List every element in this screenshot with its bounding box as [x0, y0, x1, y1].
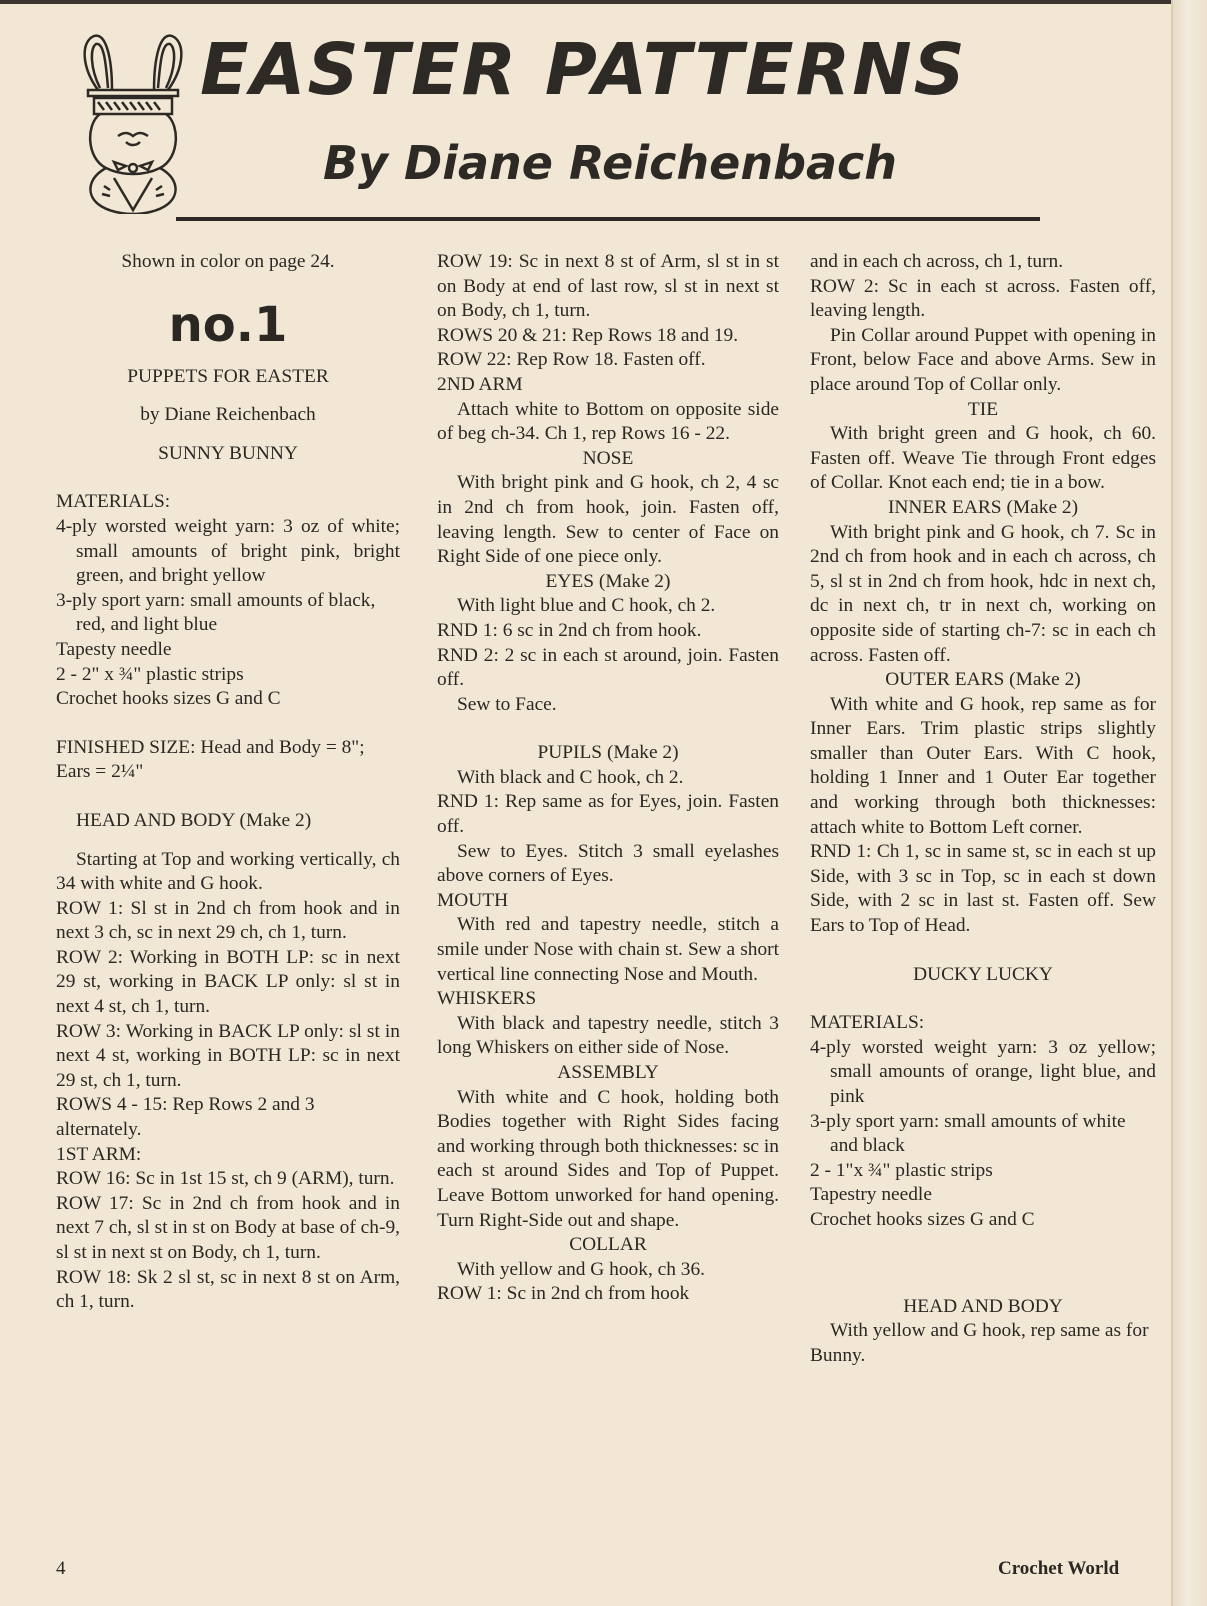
column-1 [56, 250, 400, 1315]
instruction-paragraph: With bright green and G hook, ch 60. Fasten off. Weave Tie through Front edges of Collar. Knot each end; tie in a bow. [810, 423, 1156, 494]
section-heading: EYES (Make 2) [545, 570, 671, 592]
material-item: 3-ply sport yarn: small amounts of white and black [810, 1110, 1126, 1157]
material-item: 4-ply worsted weight yarn: 3 oz yellow; small amounts of orange, light blue, and pink [810, 1036, 1156, 1107]
project-author: by Diane Reichenbach [140, 404, 316, 426]
title-rule [176, 217, 1040, 221]
section-heading: ASSEMBLY [557, 1062, 659, 1083]
row-instruction: ROW 2: Sc in each st across. Fasten off, leaving length. [810, 275, 1156, 322]
pattern-name: SUNNY BUNNY [158, 442, 298, 464]
section-heading: HEAD AND BODY [903, 1295, 1063, 1317]
instruction-paragraph: With light blue and C hook, ch 2. [457, 595, 716, 617]
material-item: Crochet hooks sizes G and C [810, 1208, 1035, 1230]
instruction-paragraph: With red and tapestry needle, stitch a smile under Nose with chain st. Sew a short vertical line connecting Nose and Mouth. [437, 914, 779, 985]
row-instruction: ROWS 20 & 21: Rep Rows 18 and 19. [437, 324, 739, 346]
instruction-paragraph: With bright pink and G hook, ch 7. Sc in 2nd ch from hook and in each ch across, ch 5, sl st in 2nd ch from hook, hdc in next ch, dc in next ch, tr in next ch, working on opposite side of starting ch-7: sc in each ch across. Fasten off. [810, 521, 1156, 666]
row-instruction: ROW 3: Working in BACK LP only: sl st in next 4 st, working in BOTH LP: sc in next 29 st, ch 1, turn. [56, 1020, 400, 1091]
row-instruction: ROW 18: Sk 2 sl st, sc in next 8 st on Arm, ch 1, turn. [56, 1266, 400, 1313]
column-2 [437, 250, 779, 1307]
pattern-number: no.1 [168, 296, 288, 353]
instruction-paragraph: With yellow and G hook, ch 36. [457, 1258, 706, 1280]
material-item: 3-ply sport yarn: small amounts of black, red, and light blue [56, 589, 376, 636]
instruction-paragraph: Sew to Eyes. Stitch 3 small eyelashes above corners of Eyes. [437, 840, 779, 887]
row-instruction: and in each ch across, ch 1, turn. [810, 251, 1064, 272]
row-instruction: ROWS 4 - 15: Rep Rows 2 and 3 alternately. [56, 1094, 315, 1141]
material-item: Tapesty needle [56, 638, 172, 660]
section-heading: HEAD AND BODY (Make 2) [76, 809, 312, 831]
row-instruction: ROW 16: Sc in 1st 15 st, ch 9 (ARM), turn. [56, 1168, 395, 1190]
row-instruction: 1ST ARM: [56, 1143, 142, 1165]
instruction-paragraph: With bright pink and G hook, ch 2, 4 sc in 2nd ch from hook, join. Fasten off, leaving length. Sew to center of Face on Right Side of one piece only. [437, 472, 779, 568]
page-edge [1171, 0, 1207, 1606]
instruction-paragraph: With white and C hook, holding both Bodies together with Right Sides facing and working through both thicknesses: sc in each st around Sides and Top of Puppet. Leave Bottom unworked for hand opening. Turn Right-Side out and shape. [437, 1086, 779, 1231]
row-instruction: RND 1: Ch 1, sc in same st, sc in each st up Side, with 3 sc in Top, sc in each st down Side, with 2 sc in last st. Fasten off. Sew Ears to Top of Head. [810, 841, 1156, 937]
instruction-paragraph: With black and tapestry needle, stitch 3 long Whiskers on either side of Nose. [437, 1012, 779, 1059]
materials-heading: MATERIALS: [810, 1012, 925, 1034]
finished-size: FINISHED SIZE: Head and Body = 8"; Ears = 2¼" [56, 736, 365, 783]
material-item: 2 - 2" x ¾" plastic strips [56, 663, 244, 685]
byline: By Diane Reichenbach [323, 136, 898, 190]
material-item: 2 - 1"x ¾" plastic strips [810, 1159, 993, 1181]
instruction-paragraph: Sew to Face. [457, 693, 557, 715]
material-item: Crochet hooks sizes G and C [56, 688, 281, 710]
section-heading: OUTER EARS (Make 2) [885, 669, 1081, 691]
section-heading: TIE [967, 398, 999, 420]
bunny-icon [78, 28, 188, 214]
project-title: PUPPETS FOR EASTER [127, 365, 329, 387]
page-number: 4 [56, 1558, 66, 1579]
column-3 [810, 250, 1156, 1368]
top-border [0, 0, 1207, 4]
instruction-paragraph: Starting at Top and working vertically, ch 34 with white and G hook. [56, 848, 400, 895]
pattern-name: DUCKY LUCKY [913, 963, 1053, 985]
section-heading: MOUTH [437, 889, 509, 911]
row-instruction: ROW 22: Rep Row 18. Fasten off. [437, 349, 706, 371]
instruction-paragraph: With white and G hook, rep same as for Inner Ears. Trim plastic strips slightly smaller than Outer Ears. With C hook, holding 1 Inner and 1 Outer Ear together and working through both thicknesses: attach white to Bottom Left corner. [810, 693, 1156, 838]
material-item: Tapestry needle [810, 1184, 932, 1206]
section-heading: COLLAR [569, 1234, 647, 1256]
magazine-name: Crochet World [998, 1558, 1120, 1579]
row-instruction: RND 1: 6 sc in 2nd ch from hook. [437, 619, 702, 641]
page-title: EASTER PATTERNS [200, 28, 967, 111]
section-heading: WHISKERS [437, 988, 537, 1010]
instruction-paragraph: With black and C hook, ch 2. [457, 766, 684, 788]
row-instruction: RND 2: 2 sc in each st around, join. Fasten off. [437, 644, 779, 691]
instruction-paragraph: Pin Collar around Puppet with opening in Front, below Face and above Arms. Sew in place around Top of Collar only. [810, 324, 1156, 395]
section-heading: PUPILS (Make 2) [537, 742, 679, 764]
row-instruction: RND 1: Rep same as for Eyes, join. Fasten off. [437, 791, 779, 838]
instruction-paragraph: With yellow and G hook, rep same as for Bunny. [810, 1320, 1149, 1366]
row-instruction: ROW 17: Sc in 2nd ch from hook and in next 7 ch, sl st in st on Body at base of ch-9, sl st in next st on Body, ch 1, turn. [56, 1192, 400, 1263]
material-item: 4-ply worsted weight yarn: 3 oz of white; small amounts of bright pink, bright green, and bright yellow [56, 515, 400, 587]
color-page-note: Shown in color on page 24. [121, 251, 335, 272]
row-instruction: ROW 19: Sc in next 8 st of Arm, sl st in st on Body at end of last row, sl st in next st on Body, ch 1, turn. [437, 251, 779, 322]
instruction-paragraph: Attach white to Bottom on opposite side of beg ch-34. Ch 1, rep Rows 16 - 22. [437, 398, 779, 445]
section-heading: 2ND ARM [437, 373, 523, 395]
section-heading: INNER EARS (Make 2) [887, 496, 1079, 518]
materials-heading: MATERIALS: [56, 491, 171, 513]
row-instruction: ROW 1: Sl st in 2nd ch from hook and in next 3 ch, sc in next 29 ch, ch 1, turn. [56, 897, 400, 944]
row-instruction: ROW 1: Sc in 2nd ch from hook [437, 1283, 690, 1305]
row-instruction: ROW 2: Working in BOTH LP: sc in next 29 st, working in BACK LP only: sl st in next 4 st, ch 1, turn. [56, 946, 400, 1018]
section-heading: NOSE [582, 447, 634, 469]
